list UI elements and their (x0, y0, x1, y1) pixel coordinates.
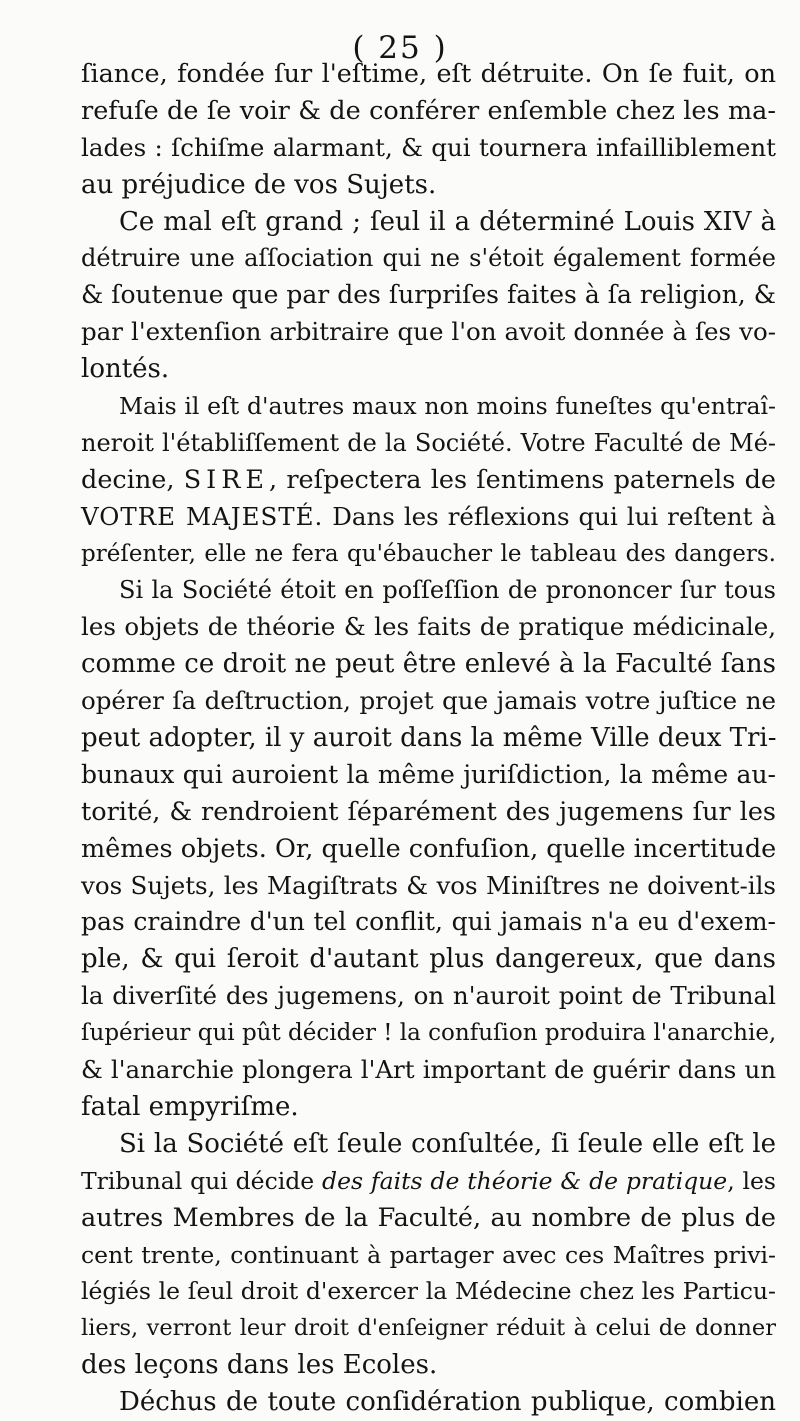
paragraph-start-line: Mais il eſt d'autres maux non moins funeſtes qu'entraî- (119, 392, 776, 421)
paragraph-start-line: Déchus de toute conſidération publique, combien (119, 1387, 776, 1418)
text-line: & ſoutenue que par des ſurpriſes faites à ſa religion, & (81, 280, 776, 310)
text-line: neroit l'établiſſement de la Société. Votre Faculté de Mé- (81, 428, 776, 457)
text-line: détruire une aſſociation qui ne s'étoit également formée (81, 244, 776, 273)
text-line: autres Membres de la Faculté, au nombre de plus de (81, 1202, 776, 1233)
text-line: par l'extenſion arbitraire que l'on avoit donnée à ſes vo- (81, 317, 776, 347)
text-line: & l'anarchie plongera l'Art important de guérir dans un (81, 1055, 776, 1085)
text-line: la diverſité des jugemens, on n'auroit point de Tribunal (81, 981, 776, 1011)
paragraph-start-line: Ce mal eſt grand ; ſeul il a déterminé Louis XIV à (119, 206, 776, 237)
text-fragment: Tribunal qui décide (81, 1166, 323, 1195)
text-line: ſiance, fondée ſur l'eſtime, eſt détruite. On ſe fuit, on (81, 59, 776, 89)
text-line: comme ce droit ne peut être enlevé à la Faculté ſans (81, 649, 776, 680)
votre-majeste-phrase: VOTRE MAJESTÉ. (81, 501, 324, 531)
text-fragment: decine, (81, 464, 184, 495)
text-line: lontés. (81, 354, 170, 385)
text-line: ſupérieur qui pût décider ! la confuſion produira l'anarchie, (81, 1020, 777, 1047)
text-line: opérer ſa deſtruction, projet que jamais votre juſtice ne (81, 686, 776, 716)
text-line: peut adopter, il y auroit dans la même Ville deux Tri- (81, 723, 777, 754)
text-line: ple, & qui ſeroit d'autant plus dangereux, que dans (81, 944, 776, 975)
text-line-with-majesty (81, 499, 776, 536)
text-line-with-sire (81, 462, 776, 499)
text-line: légiés le ſeul droit d'exercer la Médecine chez les Particu- (81, 1277, 776, 1306)
text-fragment: , les (727, 1166, 776, 1195)
text-line: torité, & rendroient ſéparément des jugemens ſur les (81, 796, 776, 827)
page-number: ( 25 ) (352, 30, 448, 66)
text-line: fatal empyriſme. (81, 1091, 299, 1122)
body-text (81, 56, 776, 1421)
text-line: liers, verront leur droit d'enſeigner réduit à celui de donner (81, 1315, 776, 1342)
text-line: pas craindre d'un tel conflit, qui jamais n'a eu d'exem- (81, 907, 776, 937)
text-line: bunaux qui auroient la même juriſdiction, la même au- (81, 759, 776, 789)
text-line: vos Sujets, les Magiſtrats & vos Miniſtres ne doivent-ils (81, 870, 776, 900)
text-line: mêmes objets. Or, quelle confuſion, quelle incertitude (81, 833, 777, 864)
text-line: cent trente, continuant à partager avec ces Maîtres privi- (81, 1240, 776, 1269)
text-line-with-italic (81, 1163, 776, 1200)
italic-phrase: des faits de théorie & de pratique (322, 1166, 728, 1195)
paragraph-start-line: Si la Société étoit en poſſeſſion de prononcer ſur tous (119, 576, 776, 605)
text-line: les objets de théorie & les faits de pratique médicinale, (81, 612, 776, 642)
text-line: préſenter, elle ne fera qu'ébaucher le tableau des dangers. (81, 540, 776, 567)
paragraph-start-line: Si la Société eſt ſeule conſultée, ſi ſeule elle eſt le (119, 1128, 776, 1159)
text-fragment: Dans les réflexions qui lui reſtent à (323, 501, 776, 531)
text-line: des leçons dans les Ecoles. (81, 1350, 438, 1381)
text-line: au préjudice de vos Sujets. (81, 169, 437, 200)
text-line: refuſe de ſe voir & de conférer enſemble chez les ma- (81, 95, 776, 126)
text-fragment: , reſpectera les ſentimens paternels de (269, 464, 776, 495)
text-line: lades : ſchiſme alarmant, & qui tournera infailliblement (81, 132, 776, 162)
sire-word: SIRE (183, 464, 270, 495)
